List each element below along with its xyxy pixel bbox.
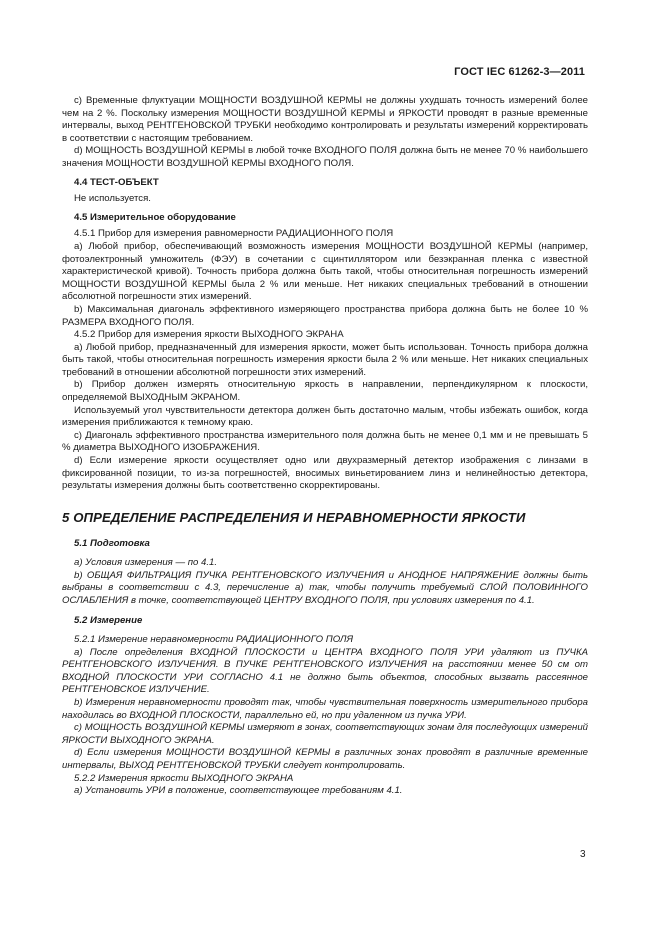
chapter-heading: 5 ОПРЕДЕЛЕНИЕ РАСПРЕДЕЛЕНИЯ И НЕРАВНОМЕРНОСТИ ЯРКОСТИ xyxy=(62,509,526,525)
paragraph: Используемый угол чувствительности детектора должен быть достаточно малым, чтобы избежать ошибок, когда измерения приближаются к темному краю. xyxy=(62,404,588,429)
paragraph: d) Если измерение яркости осуществляет одно или двухразмерный детектор изображения с линзами в фиксированной позиции, то из-за погрешностей, вносимых виньетированием линз и нелинейностью детектора, результаты измерения должны быть соответственно скорректированы. xyxy=(62,455,588,492)
subsection-title: 4.5.1 Прибор для измерения равномерности РАДИАЦИОННОГО ПОЛЯ xyxy=(74,228,394,240)
page-number: 3 xyxy=(580,849,586,860)
paragraph: a) Любой прибор, предназначенный для измерения яркости, может быть использован. Точность прибора должна быть такой, чтобы относительная погрешность измерения яркости была 2 % или меньше. Нет никаких специальных требований в отношении абсолютной погрешности этих измерений. xyxy=(62,341,588,378)
subsection-title: 5.2.2 Измерения яркости ВЫХОДНОГО ЭКРАНА xyxy=(74,772,294,784)
paragraph: Не используется. xyxy=(74,193,151,205)
paragraph: c) МОЩНОСТЬ ВОЗДУШНОЙ КЕРМЫ измеряют в зонах, соответствующих зонам для последующих измерений ЯРКОСТИ ВЫХОДНОГО ЭКРАНА. xyxy=(62,722,588,746)
subsection-title: 4.5.2 Прибор для измерения яркости ВЫХОДНОГО ЭКРАНА xyxy=(74,329,344,341)
paragraph: a) Условия измерения — по 4.1. xyxy=(74,557,218,568)
paragraph: c) Диагональ эффективного пространства измерительного поля должна быть не менее 0,1 мм и не превышать 5 % диаметра ВЫХОДНОГО ИЗОБРАЖЕНИЯ. xyxy=(62,429,588,454)
section-heading: 5.1 Подготовка xyxy=(74,538,150,550)
subsection-title: 5.2.1 Измерение неравномерности РАДИАЦИОННОГО ПОЛЯ xyxy=(74,633,354,645)
paragraph: b) Максимальная диагональ эффективного измеряющего пространства прибора должна быть не более 10 % РАЗМЕРА ВХОДНОГО ПОЛЯ. xyxy=(62,303,588,328)
section-heading: 4.4 ТЕСТ-ОБЪЕКТ xyxy=(74,176,159,188)
paragraph: c) Временные флуктуации МОЩНОСТИ ВОЗДУШНОЙ КЕРМЫ не должны ухудшать точность измерений более чем на 2 %. Поскольку измерения МОЩНОСТИ ВОЗДУШНОЙ КЕРМЫ и ЯРКОСТИ проводят в разные временные интервалы, выход РЕНТГЕНОВСКОЙ ТРУБКИ необходимо контролировать и результаты измерений корректировать в соответствии с настоящим требованием. xyxy=(62,95,588,144)
page-body xyxy=(62,95,588,798)
paragraph: b) Измерения неравномерности проводят так, чтобы чувствительная поверхность измерительного прибора находилась во ВХОДНОЙ ПЛОСКОСТИ, параллельно ей, но при удаленном из пучка УРИ. xyxy=(62,696,588,721)
section-heading: 4.5 Измерительное оборудование xyxy=(74,211,236,223)
paragraph: d) МОЩНОСТЬ ВОЗДУШНОЙ КЕРМЫ в любой точке ВХОДНОГО ПОЛЯ должна быть не менее 70 % наибольшего значения МОЩНОСТИ ВОЗДУШНОЙ КЕРМЫ ВХОДНОГО ПОЛЯ. xyxy=(62,145,588,169)
paragraph: d) Если измерения МОЩНОСТИ ВОЗДУШНОЙ КЕРМЫ в различных зонах проводят в различные временные интервалы, ВЫХОД РЕНТГЕНОВСКОЙ ТРУБКИ следует контролировать. xyxy=(62,747,588,771)
paragraph: b) ОБЩАЯ ФИЛЬТРАЦИЯ ПУЧКА РЕНТГЕНОВСКОГО ИЗЛУЧЕНИЯ и АНОДНОЕ НАПРЯЖЕНИЕ должны быть выбраны в соответствии с 4.3, перечисление а) так, чтобы получить требуемый СЛОЙ ПОЛОВИННОГО ОСЛАБЛЕНИЯ в точке, соответствующей ЦЕНТРУ ВХОДНОГО ПОЛЯ, при условиях измерения по 4.1. xyxy=(62,569,588,606)
paragraph: a) После определения ВХОДНОЙ ПЛОСКОСТИ и ЦЕНТРА ВХОДНОГО ПОЛЯ УРИ удаляют из ПУЧКА РЕНТГЕНОВСКОГО ИЗЛУЧЕНИЯ. В ПУЧКЕ РЕНТГЕНОВСКОГО ИЗЛУЧЕНИЯ на расстоянии менее 50 см от ВХОДНОЙ ПЛОСКОСТИ УРИ СОГЛАСНО 4.1 не должно быть объектов, способных вызвать рассеянное РЕНТГЕНОВСКОЕ ИЗЛУЧЕНИЕ. xyxy=(62,646,588,696)
paragraph: a) Установить УРИ в положение, соответствующее требованиям 4.1. xyxy=(74,785,403,797)
paragraph: a) Любой прибор, обеспечивающий возможность измерения МОЩНОСТИ ВОЗДУШНОЙ КЕРМЫ (например, фотоэлектронный умножитель (ФЭУ) в сочетании с сцинтиллятором или безэкранная пленка с известной характеристической кривой). Точность прибора должна быть такой, чтобы относительная погрешность измерений МОЩНОСТИ ВОЗДУШНОЙ КЕРМЫ была 2 % или меньше. Нет никаких специальных требований в отношении абсолютной погрешности этих измерений. xyxy=(62,240,588,303)
paragraph: b) Прибор должен измерять относительную яркость в направлении, перпендикулярном к плоскости, определяемой ВЫХОДНЫМ ЭКРАНОМ. xyxy=(62,379,588,404)
section-heading: 5.2 Измерение xyxy=(74,615,143,627)
document-header: ГОСТ IEC 61262-3—2011 xyxy=(454,66,585,78)
